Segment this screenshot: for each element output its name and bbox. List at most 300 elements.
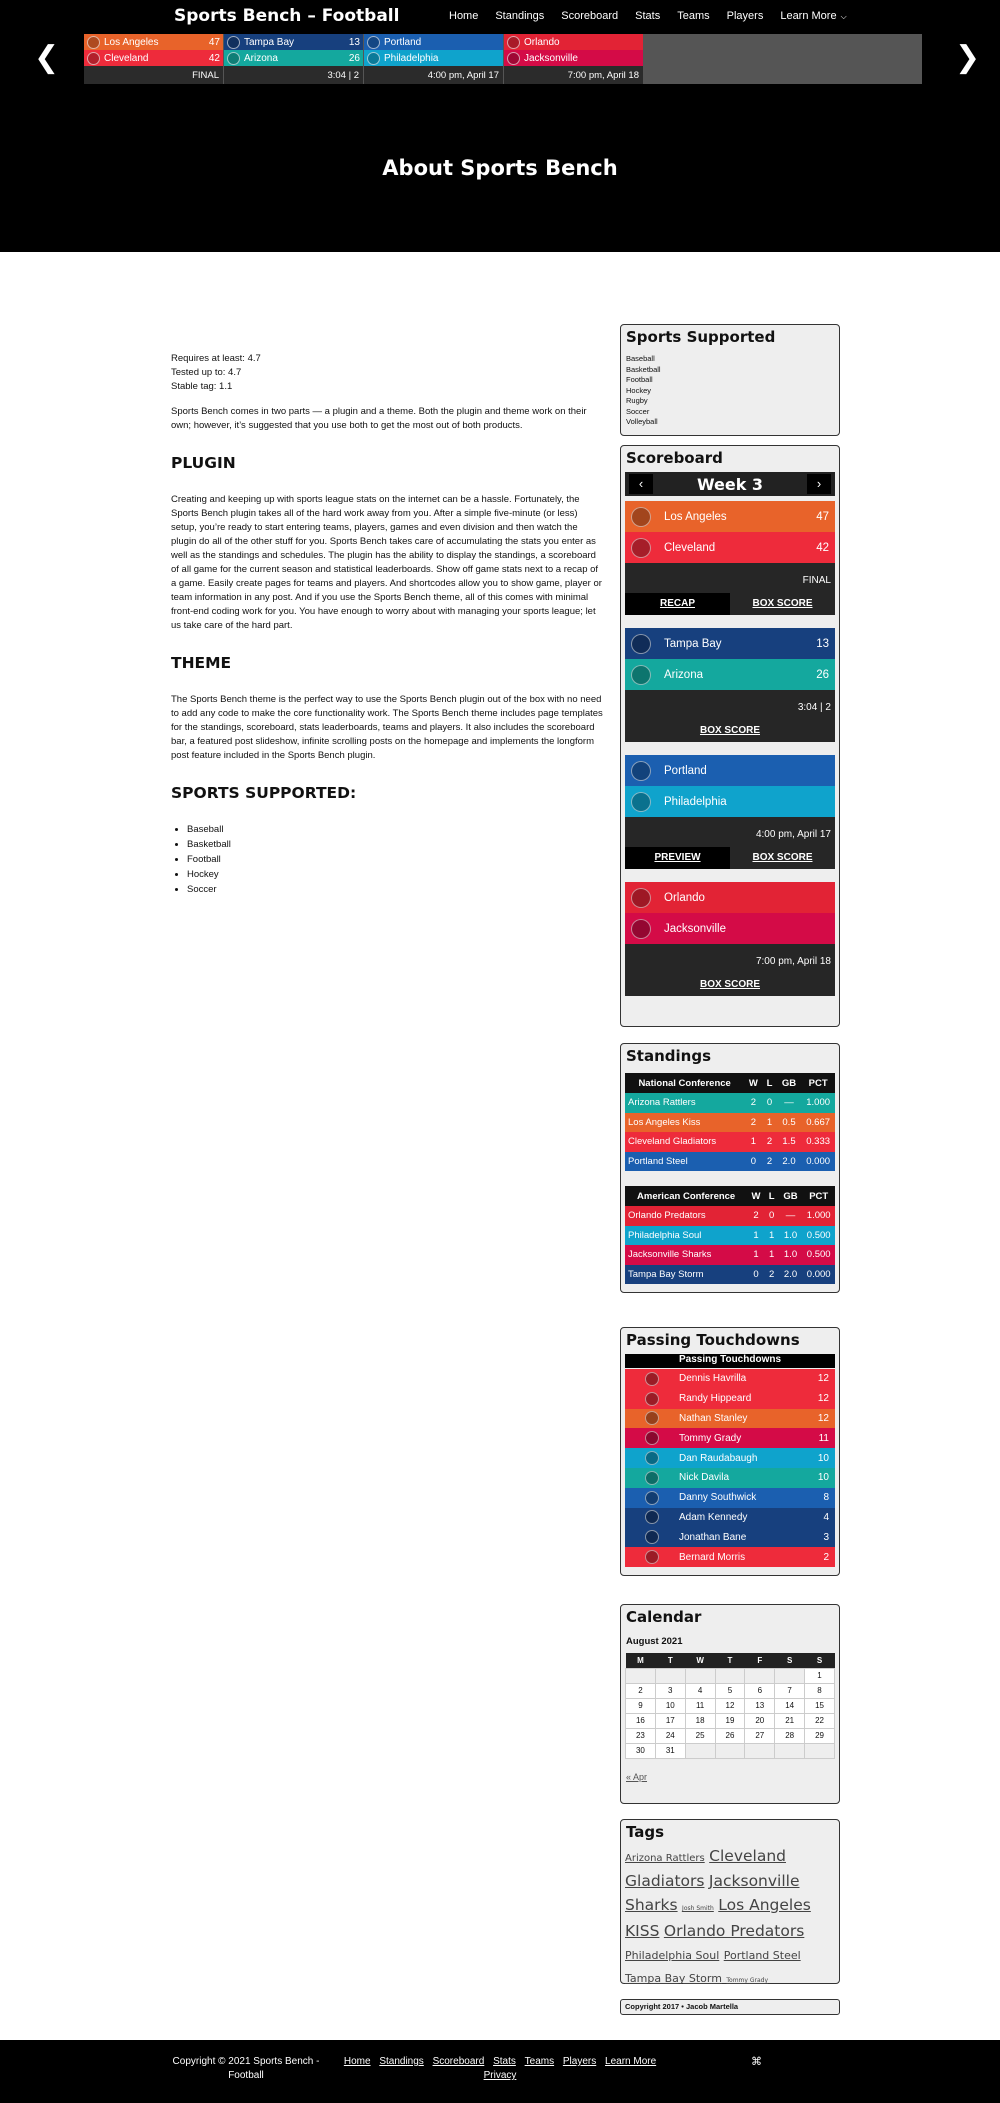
- box-score-link[interactable]: BOX SCORE: [699, 725, 760, 736]
- footer-nav-home[interactable]: Home: [343, 2056, 371, 2067]
- scorebar-team-row: [504, 50, 643, 66]
- calendar-day: 4: [685, 1683, 715, 1698]
- player-name[interactable]: Adam Kennedy: [679, 1511, 748, 1523]
- list-item: Football: [626, 375, 653, 384]
- scoreboard-game: [625, 882, 835, 996]
- game-status: 7:00 pm, April 18: [755, 956, 831, 967]
- calendar-day: 3: [655, 1683, 685, 1698]
- scoreboard-team-row: [625, 659, 835, 690]
- nav-teams[interactable]: Teams: [677, 10, 710, 22]
- list-item: Soccer: [626, 406, 650, 416]
- column-header: W: [747, 1186, 765, 1206]
- table-row[interactable]: [625, 1206, 835, 1226]
- calendar-day: 19: [715, 1713, 745, 1728]
- calendar-day: 21: [775, 1713, 805, 1728]
- calendar-day: 1: [805, 1668, 835, 1683]
- stat-w: 1: [753, 1249, 759, 1261]
- scorebar-game[interactable]: [504, 34, 643, 84]
- table-header-row: [625, 1073, 835, 1093]
- calendar-day: 2: [626, 1683, 656, 1698]
- leaderboard-row: [625, 1389, 835, 1409]
- team-score: 42: [208, 52, 220, 64]
- list-item: • Hockey: [187, 868, 604, 882]
- player-name[interactable]: Nathan Stanley: [679, 1412, 748, 1424]
- week-next-button[interactable]: ›: [807, 474, 831, 494]
- stat-value: 10: [817, 1472, 829, 1484]
- calendar-day: [655, 1668, 685, 1683]
- stat-w: 0: [753, 1268, 759, 1280]
- calendar-day: 15: [805, 1698, 835, 1713]
- calendar-prev-link[interactable]: « Apr: [626, 1771, 648, 1782]
- scorebar-team-row: [364, 34, 503, 50]
- list-item: Hockey: [626, 385, 652, 395]
- stat-gb: 1.5: [782, 1136, 796, 1148]
- scoreboard-team-row: [625, 786, 835, 817]
- list-item: Rugby: [626, 396, 648, 405]
- stat-gb: —: [784, 1097, 794, 1109]
- calendar-day: 28: [775, 1728, 805, 1743]
- heading-plugin: PLUGIN: [171, 454, 236, 472]
- calendar-week-row: [626, 1668, 835, 1683]
- footer-nav: [335, 2055, 665, 2083]
- standings-widget: [620, 1043, 840, 1293]
- stat-l: 0: [766, 1097, 773, 1109]
- team-name: Tampa Bay: [244, 36, 295, 48]
- team-logo-icon: [631, 665, 651, 685]
- team-logo-icon: [645, 1471, 659, 1485]
- calendar-day: 27: [745, 1728, 775, 1743]
- stat-l: 0: [769, 1210, 775, 1222]
- tag-link[interactable]: Portland Steel: [723, 1949, 801, 1962]
- leaderboard-row: [625, 1527, 835, 1547]
- table-header-row: [625, 1186, 835, 1206]
- column-header: L: [762, 1073, 776, 1093]
- box-score-link[interactable]: BOX SCORE: [699, 979, 760, 990]
- scoreboard-team-row: [625, 628, 835, 659]
- footer: [0, 2040, 1000, 2103]
- team-logo-icon: [87, 52, 100, 65]
- list-item: • Basketball: [187, 838, 604, 852]
- footer-nav-stats[interactable]: Stats: [493, 2056, 516, 2067]
- tag-link[interactable]: Los Angeles KISS: [625, 1896, 811, 1940]
- tag-link[interactable]: Tommy Grady: [726, 1977, 769, 1984]
- day-header: M: [626, 1653, 656, 1668]
- standings-table: [625, 1186, 835, 1284]
- scorebar-next-arrow-icon[interactable]: ❯: [955, 40, 981, 75]
- column-header: PCT: [801, 1073, 835, 1093]
- calendar-week-row: [626, 1728, 835, 1743]
- team-name: Orlando: [524, 36, 560, 48]
- calendar-day: 10: [655, 1698, 685, 1713]
- stat-value: 2: [823, 1551, 829, 1563]
- team-score: 13: [348, 36, 360, 48]
- team-logo-icon: [645, 1491, 659, 1505]
- box-score-link[interactable]: BOX SCORE: [752, 598, 813, 609]
- game-links: [625, 593, 835, 615]
- stat-gb: —: [785, 1210, 796, 1222]
- stat-value: 3: [823, 1531, 829, 1543]
- list-item: • Soccer: [187, 883, 604, 897]
- team-name: Los Angeles: [664, 510, 727, 523]
- footer-copyright: Copyright © 2021 Sports Bench - Football: [172, 2056, 320, 2081]
- calendar-widget: [620, 1604, 840, 1804]
- team-logo-icon: [631, 761, 651, 781]
- stat-value: 11: [818, 1432, 829, 1444]
- nav-standings[interactable]: Standings: [495, 10, 545, 22]
- game-status: 4:00 pm, April 17: [755, 829, 831, 840]
- stat-w: 2: [753, 1210, 759, 1222]
- player-name[interactable]: Dennis Havrilla: [679, 1373, 747, 1385]
- team-name[interactable]: Jacksonville Sharks: [628, 1249, 712, 1261]
- calendar-day: [745, 1743, 775, 1758]
- main-nav: [449, 10, 881, 22]
- team-score: 26: [348, 52, 360, 64]
- day-header: S: [775, 1653, 805, 1668]
- team-logo-icon: [631, 919, 651, 939]
- team-name[interactable]: Orlando Predators: [628, 1210, 706, 1222]
- team-logo-icon: [645, 1451, 659, 1465]
- team-logo-icon: [507, 52, 520, 65]
- footer-nav-learn-more[interactable]: Learn More: [605, 2056, 657, 2067]
- scorebar-team-row: [224, 34, 363, 50]
- standings-table: [625, 1073, 835, 1171]
- day-header: W: [685, 1653, 715, 1668]
- leaderboard-row: [625, 1508, 835, 1528]
- team-name: Los Angeles: [104, 36, 159, 48]
- widget-title: Scoreboard: [626, 449, 723, 467]
- scorebar-team-row: [364, 50, 503, 66]
- game-links: [625, 974, 835, 996]
- calendar-day: 6: [745, 1683, 775, 1698]
- column-header: GB: [777, 1073, 802, 1093]
- tag-link[interactable]: Philadelphia Soul: [625, 1949, 720, 1962]
- team-logo-icon: [631, 792, 651, 812]
- sports-list: [187, 823, 604, 897]
- list-item: Baseball: [626, 354, 655, 363]
- nav-stats[interactable]: Stats: [635, 10, 661, 22]
- widget-title: Sports Supported: [626, 328, 776, 346]
- game-status: 7:00 pm, April 18: [567, 70, 639, 81]
- leaderboard-row: [625, 1547, 835, 1567]
- team-logo-icon: [645, 1411, 659, 1425]
- calendar-day: [775, 1743, 805, 1758]
- day-header: F: [745, 1653, 775, 1668]
- table-row[interactable]: [625, 1226, 835, 1246]
- leaderboard-row: [625, 1488, 835, 1508]
- team-logo-icon: [227, 36, 240, 49]
- calendar-day: [715, 1743, 745, 1758]
- widget-title: Calendar: [626, 1608, 702, 1626]
- team-name: Cleveland: [664, 541, 716, 554]
- stat-pct: 0.000: [806, 1155, 831, 1167]
- leaderboard-row: [625, 1448, 835, 1468]
- footer-nav-players[interactable]: Players: [562, 2056, 597, 2067]
- nav-learn-more[interactable]: [780, 10, 863, 22]
- scoreboard-team-row: [625, 882, 835, 913]
- team-logo-icon: [631, 634, 651, 654]
- team-logo-icon: [645, 1372, 659, 1386]
- calendar-day: 14: [775, 1698, 805, 1713]
- team-name: Cleveland: [104, 52, 149, 64]
- player-name[interactable]: Jonathan Bane: [679, 1531, 747, 1543]
- team-name: Portland: [664, 764, 707, 777]
- calendar-day: 18: [685, 1713, 715, 1728]
- scoreboard-team-row: [625, 501, 835, 532]
- table-row[interactable]: [625, 1113, 835, 1133]
- footer-nav-teams[interactable]: Teams: [524, 2056, 555, 2067]
- widget-title: Passing Touchdowns: [626, 1331, 800, 1349]
- standings-tables: [625, 1073, 835, 1284]
- leaderboard-row: [625, 1369, 835, 1389]
- table-row[interactable]: [625, 1245, 835, 1265]
- tag-link[interactable]: Jacksonville Sharks: [625, 1872, 800, 1914]
- day-header: T: [655, 1653, 685, 1668]
- team-score: 42: [816, 541, 829, 554]
- nav-players[interactable]: Players: [726, 10, 764, 22]
- stat-l: 2: [769, 1268, 775, 1280]
- calendar-day: 16: [626, 1713, 656, 1728]
- team-name[interactable]: Cleveland Gladiators: [628, 1136, 717, 1148]
- calendar-day: 9: [626, 1698, 656, 1713]
- calendar-month: August 2021: [626, 1636, 683, 1647]
- scoreboard-widget: [620, 445, 840, 1027]
- nav-learn-more-label: Learn More: [780, 10, 837, 22]
- scoreboard-game: [625, 501, 835, 615]
- theme-paragraph: The Sports Bench theme is the perfect way to use the Sports Bench plugin out of the box with no need to add any code to make the core functionality work. The Sports Bench theme includes page templates for the standings, scoreboard, stats leaderboards, teams and players. It also includes the scoreboard bar, a featured post slideshow, infinite scrolling posts on the homepage and implements the longform post feature included in the Sports Bench plugin.: [171, 694, 603, 761]
- stat-gb: 2.0: [783, 1268, 798, 1280]
- stat-gb: 1.0: [783, 1229, 798, 1241]
- column-header: L: [765, 1186, 779, 1206]
- scorebar-prev-arrow-icon[interactable]: ❮: [34, 40, 60, 75]
- calendar-day: 25: [685, 1728, 715, 1743]
- table-row[interactable]: [625, 1093, 835, 1113]
- leaderboard-header: Passing Touchdowns: [625, 1354, 835, 1368]
- player-name[interactable]: Nick Davila: [679, 1472, 730, 1484]
- nav-scoreboard[interactable]: Scoreboard: [561, 10, 619, 22]
- scorebar-team-row: [84, 34, 223, 50]
- widget-title: Tags: [626, 1823, 665, 1841]
- team-name: Jacksonville: [664, 922, 726, 935]
- scoreboard-games: [625, 501, 835, 996]
- player-name[interactable]: Randy Hippeard: [679, 1393, 752, 1405]
- calendar-week-row: [626, 1743, 835, 1758]
- team-logo-icon: [631, 538, 651, 558]
- team-score: 26: [816, 668, 829, 681]
- calendar-day: 8: [805, 1683, 835, 1698]
- stat-pct: 0.333: [806, 1136, 831, 1148]
- stat-gb: 2.0: [782, 1155, 796, 1167]
- calendar-day: 29: [805, 1728, 835, 1743]
- stat-pct: 0.667: [806, 1116, 831, 1128]
- heading-sports-supported: SPORTS SUPPORTED:: [171, 784, 357, 802]
- calendar-week-row: [626, 1683, 835, 1698]
- team-score: 47: [816, 510, 829, 523]
- team-logo-icon: [507, 36, 520, 49]
- tag-link[interactable]: Arizona Rattlers: [625, 1853, 705, 1864]
- game-status: 4:00 pm, April 17: [427, 70, 499, 81]
- footer-nav-privacy[interactable]: Privacy: [483, 2070, 517, 2081]
- scoreboard-team-row: [625, 532, 835, 563]
- tag-link[interactable]: Orlando Predators: [663, 1922, 805, 1940]
- scorebar-game[interactable]: [224, 34, 363, 84]
- plugin-paragraph: Creating and keeping up with sports league stats on the internet can be a hassle. Fortunately, the Sports Bench plugin takes all of the hard work away from you. After a simple five-minute (or less) setup, you’re ready to start entering teams, players, games and even division and then watch the plugin do all of the other stuff for you. Sports Bench takes care of accumulating the stats you enter as well as the standings and schedules. The plugin has the ability to display the standings, a scoreboard of all game for the current season and statistical leaderboards. Show off game stats next to a recap of a game. Easily create pages for teams and players. And shortcodes allow you to show game, player or team information in any post. And if you use the Sports Bench theme, all of this comes with minimal front-end coding work for you. You have enough to worry about with managing your sports league; let us take care of the hard part.: [171, 494, 602, 631]
- scorebar: [84, 34, 922, 84]
- calendar-table: [625, 1653, 835, 1759]
- stat-l: 1: [766, 1116, 773, 1128]
- scoreboard-game: [625, 755, 835, 869]
- stat-value: 12: [817, 1393, 829, 1405]
- game-links: [625, 847, 835, 869]
- team-score: 47: [208, 36, 220, 48]
- calendar-day: 13: [745, 1698, 775, 1713]
- stat-l: 2: [766, 1136, 773, 1148]
- stat-pct: 0.500: [806, 1249, 831, 1261]
- table-row[interactable]: [625, 1265, 835, 1285]
- table-row[interactable]: [625, 1132, 835, 1152]
- calendar-day: [685, 1668, 715, 1683]
- calendar-day: 26: [715, 1728, 745, 1743]
- team-logo-icon: [367, 52, 380, 65]
- header: [0, 0, 1000, 252]
- tag-link[interactable]: Cleveland Gladiators: [625, 1847, 786, 1890]
- player-name[interactable]: Dan Raudabaugh: [679, 1452, 758, 1464]
- leaderboard-row: [625, 1428, 835, 1448]
- list-item: Basketball: [626, 364, 661, 374]
- team-name: Arizona: [664, 668, 703, 681]
- conference-name: American Conference: [625, 1186, 747, 1206]
- stat-w: 0: [750, 1155, 756, 1167]
- calendar-day: 20: [745, 1713, 775, 1728]
- calendar-day: 24: [655, 1728, 685, 1743]
- day-header: S: [805, 1653, 835, 1668]
- team-logo-icon: [645, 1392, 659, 1406]
- stat-w: 2: [750, 1097, 756, 1109]
- game-links: [625, 720, 835, 742]
- stat-value: 8: [823, 1492, 829, 1504]
- column-header: PCT: [802, 1186, 835, 1206]
- stat-l: 1: [769, 1229, 775, 1241]
- calendar-day: [626, 1668, 656, 1683]
- team-logo-icon: [645, 1550, 659, 1564]
- column-header: GB: [779, 1186, 803, 1206]
- team-logo-icon: [87, 36, 100, 49]
- stat-pct: 0.500: [806, 1229, 831, 1241]
- sports-supported-widget: [620, 324, 840, 436]
- day-header: T: [715, 1653, 745, 1668]
- column-header: W: [744, 1073, 762, 1093]
- stat-pct: 1.000: [806, 1210, 831, 1222]
- game-status: FINAL: [802, 575, 831, 586]
- scorebar-game[interactable]: [364, 34, 503, 84]
- team-logo-icon: [227, 52, 240, 65]
- team-name: Jacksonville: [524, 52, 578, 64]
- calendar-header-row: [626, 1653, 835, 1668]
- rss-icon[interactable]: ⌘: [751, 2056, 762, 2068]
- footer-nav-standings[interactable]: Standings: [379, 2056, 424, 2067]
- stat-value: 12: [817, 1412, 829, 1424]
- player-name[interactable]: Danny Southwick: [679, 1492, 757, 1504]
- leaderboard-rows: [625, 1369, 835, 1567]
- scorebar-team-row: [84, 50, 223, 66]
- team-logo-icon: [631, 507, 651, 527]
- preview-link[interactable]: PREVIEW: [625, 847, 730, 869]
- calendar-day: [775, 1668, 805, 1683]
- calendar-day: 30: [626, 1743, 656, 1758]
- stat-w: 1: [753, 1229, 759, 1241]
- stat-w: 1: [750, 1136, 756, 1148]
- calendar-day: 22: [805, 1713, 835, 1728]
- footer-nav-scoreboard[interactable]: Scoreboard: [432, 2056, 485, 2067]
- table-row[interactable]: [625, 1152, 835, 1172]
- calendar-week-row: [626, 1698, 835, 1713]
- meta-tested: Tested up to: 4.7: [171, 367, 242, 378]
- stat-gb: 0.5: [782, 1116, 796, 1128]
- team-name: Philadelphia: [664, 795, 727, 808]
- scoreboard-team-row: [625, 913, 835, 944]
- team-logo-icon: [367, 36, 380, 49]
- calendar-day: 5: [715, 1683, 745, 1698]
- conference-name: National Conference: [625, 1073, 744, 1093]
- team-name: Orlando: [664, 891, 705, 904]
- game-status: 3:04 | 2: [327, 70, 359, 81]
- team-name[interactable]: Portland Steel: [628, 1155, 688, 1167]
- team-logo-icon: [645, 1510, 659, 1524]
- team-name: Portland: [384, 36, 422, 48]
- stat-pct: 0.000: [806, 1268, 831, 1280]
- player-name[interactable]: Tommy Grady: [679, 1432, 742, 1444]
- tag-link[interactable]: Tampa Bay Storm: [625, 1972, 722, 1985]
- calendar-day: [715, 1668, 745, 1683]
- sports-widget-list: [625, 354, 835, 428]
- stat-value: 4: [823, 1511, 829, 1523]
- plugin-meta: [171, 352, 604, 394]
- widget-title: Standings: [626, 1047, 711, 1065]
- team-name[interactable]: Arizona Rattlers: [628, 1097, 696, 1109]
- game-status: FINAL: [192, 70, 219, 81]
- stat-l: 2: [766, 1155, 773, 1167]
- tag-link[interactable]: Josh Smith: [682, 1905, 714, 1912]
- chevron-down-icon: ⌵: [840, 12, 847, 21]
- player-name[interactable]: Bernard Morris: [679, 1551, 746, 1563]
- team-name[interactable]: Los Angeles Kiss: [628, 1116, 701, 1128]
- week-selector: [625, 472, 835, 496]
- stat-pct: 1.000: [806, 1097, 831, 1109]
- site-title[interactable]: Sports Bench – Football: [174, 6, 400, 26]
- recap-link[interactable]: RECAP: [625, 593, 730, 615]
- scorebar-game[interactable]: [84, 34, 223, 84]
- team-logo-icon: [631, 888, 651, 908]
- team-name[interactable]: Tampa Bay Storm: [628, 1268, 704, 1280]
- stat-gb: 1.0: [783, 1249, 798, 1261]
- box-score-link[interactable]: BOX SCORE: [752, 852, 813, 863]
- stat-w: 2: [750, 1116, 756, 1128]
- week-label: Week 3: [696, 474, 764, 494]
- team-score: 13: [816, 637, 829, 650]
- article: [171, 352, 604, 898]
- calendar-day: 17: [655, 1713, 685, 1728]
- meta-requires: Requires at least: 4.7: [171, 353, 261, 364]
- week-prev-button[interactable]: ‹: [629, 474, 653, 494]
- nav-home[interactable]: Home: [449, 10, 479, 22]
- scorebar-team-row: [504, 34, 643, 50]
- team-logo-icon: [645, 1530, 659, 1544]
- copyright-widget: Copyright 2017 • Jacob Martella: [620, 1999, 840, 2015]
- list-item: • Baseball: [187, 823, 604, 837]
- team-name[interactable]: Philadelphia Soul: [628, 1229, 702, 1241]
- calendar-day: 12: [715, 1698, 745, 1713]
- calendar-day: 7: [775, 1683, 805, 1698]
- passing-touchdowns-widget: [620, 1327, 840, 1576]
